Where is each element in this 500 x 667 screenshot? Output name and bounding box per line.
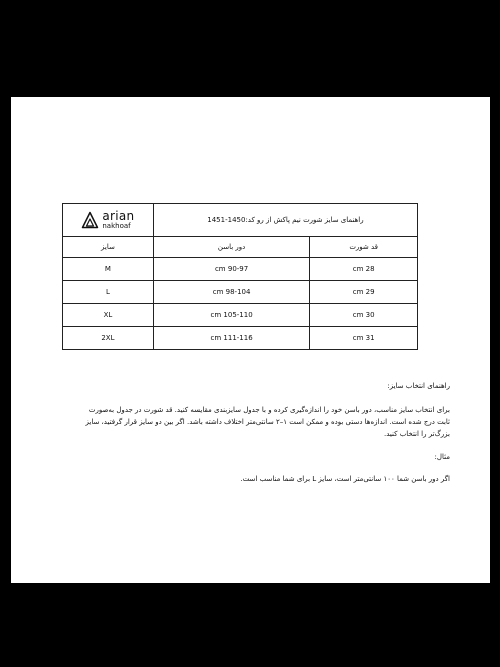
table-header-row: [63, 237, 418, 258]
cell-hip: 98-104 cm: [153, 281, 309, 304]
brand-logo: [63, 204, 154, 237]
table-row: [63, 258, 418, 281]
guide-line-3: بزرگ‌تر را انتخاب کنید.: [384, 430, 450, 438]
guide-line-2: ثابت درج شده است. اندازه‌ها دستی بوده و ممکن است ۱–۲ سانتی‌متر اختلاف داشته باشد. اگر بین دو سایز قرار گرفتید، سایز: [85, 418, 450, 426]
cell-size: 2XL: [63, 327, 154, 350]
table-title: راهنمای سایز شورت نیم پاکش از رو کد:1450-1451: [153, 204, 417, 237]
cell-length: 28 cm: [310, 258, 418, 281]
guide-line-1: برای انتخاب سایز مناسب، دور باسن خود را اندازه‌گیری کرده و با جدول سایزبندی مقایسه کنید. قد شورت در جدول به‌صورت: [88, 406, 450, 414]
cell-hip: 111-116 cm: [153, 327, 309, 350]
cell-size: M: [63, 258, 154, 281]
header-length: قد شورت: [310, 237, 418, 258]
table-title-row: [63, 204, 418, 237]
cell-length: 30 cm: [310, 304, 418, 327]
cell-hip: 105-110 cm: [153, 304, 309, 327]
table-row: [63, 327, 418, 350]
cell-hip: 90-97 cm: [153, 258, 309, 281]
table-row: [63, 304, 418, 327]
header-hip: دور باسن: [153, 237, 309, 258]
table-row: [63, 281, 418, 304]
cell-length: 29 cm: [310, 281, 418, 304]
logo-subtext: nakhoaf: [102, 222, 131, 230]
header-size: سایز: [63, 237, 154, 258]
cell-size: XL: [63, 304, 154, 327]
document-page: [11, 97, 490, 583]
guide-heading: راهنمای انتخاب سایز:: [387, 382, 450, 390]
example-heading: مثال:: [434, 453, 450, 461]
logo-name: arian: [102, 209, 135, 223]
cell-size: L: [63, 281, 154, 304]
example-text: اگر دور باسن شما ۱۰۰ سانتی‌متر است، سایز L برای شما مناسب است.: [240, 475, 450, 483]
cell-length: 31 cm: [310, 327, 418, 350]
logo-triangle-icon: [81, 211, 99, 229]
size-chart-table: [62, 203, 418, 350]
